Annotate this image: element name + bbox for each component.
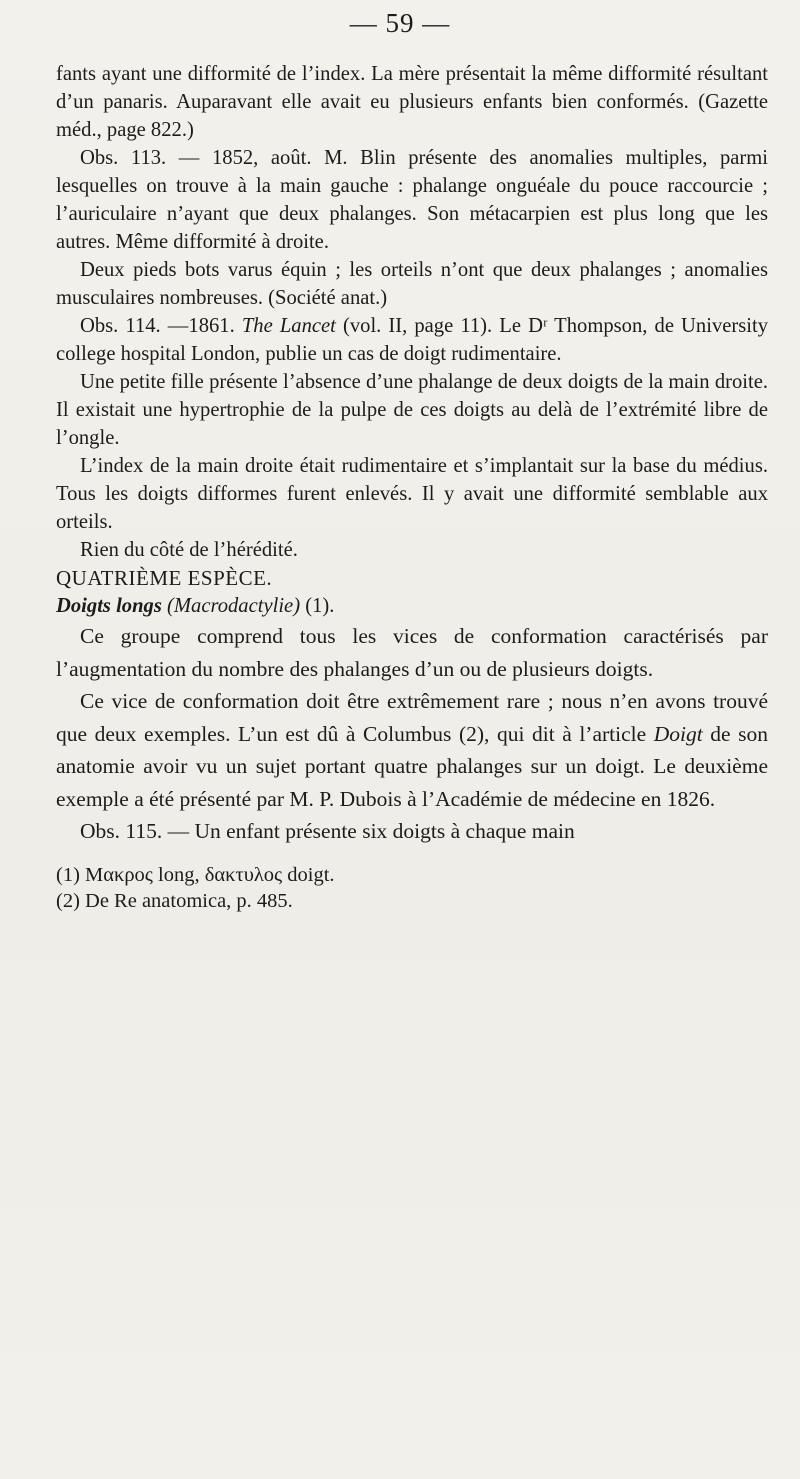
obs-114-journal: The Lancet <box>241 315 336 337</box>
paragraph-obs-114 <box>56 312 768 368</box>
vice-italic: Doigt <box>653 721 703 746</box>
paragraph-obs-115: Obs. 115. — Un enfant présente six doigts à chaque main <box>80 819 575 843</box>
subtitle-bold: Doigts longs <box>56 595 162 617</box>
paragraph-heredite: Rien du côté de l’hérédité. <box>80 539 298 561</box>
paragraph-vice-conformation <box>56 685 768 815</box>
paragraph-groupe: Ce groupe comprend tous les vices de conformation caractérisés par l’augmentation du nombre des phalanges d’un ou de plusieurs doigts. <box>56 624 768 681</box>
subtitle-italic: (Macrodactylie) <box>167 595 301 617</box>
obs-114-prefix: Obs. 114. —1861. <box>80 315 242 337</box>
obs-114-suffix: (vol. II, page 11). Le Dʳ Thompson, de University college hospital London, publie un cas de doigt rudimentaire. <box>56 315 768 365</box>
section-body <box>56 620 768 848</box>
section-subtitle <box>56 592 768 620</box>
paragraph-continuation: fants ayant une difformité de l’index. La mère présentait la même difformité résultant d’un panaris. Auparavant elle avait eu plusieurs enfants bien conformés. (Gazette méd., page 822.) <box>56 63 768 141</box>
footnote-1: (1) Μακρος long, δακτυλος doigt. <box>56 863 335 886</box>
vice-suffix: de son anatomie avoir vu un sujet portant quatre phalanges sur un doigt. Le deuxième exemple a été présenté par M. P. Dubois à l’Académie de médecine en 1826. <box>56 721 768 811</box>
page-body <box>56 60 768 914</box>
paragraph-pieds-bots: Deux pieds bots varus équin ; les orteils n’ont que deux phalanges ; anomalies musculaires nombreuses. (Société anat.) <box>56 259 768 309</box>
vice-prefix: Ce vice de conformation doit être extrêmement rare ; nous n’en avons trouvé que deux exemples. L’un est dû à Columbus (2), qui dit à l’article <box>56 689 768 746</box>
footnote-2: (2) De Re anatomica, p. 485. <box>56 889 293 912</box>
paragraph-index-main-droite: L’index de la main droite était rudimentaire et s’implantait sur la base du médius. Tous les doigts difformes furent enlevés. Il y avait une difformité semblable aux orteils. <box>56 455 768 533</box>
page-number: — 59 — <box>349 8 451 38</box>
paragraph-petite-fille: Une petite fille présente l’absence d’une phalange de deux doigts de la main droite. Il existait une hypertrophie de la pulpe de ces doigts au delà de l’extrémité libre de l’ongle. <box>56 371 768 449</box>
subtitle-footnote-ref: (1). <box>300 595 335 617</box>
paragraph-obs-113: Obs. 113. — 1852, août. M. Blin présente des anomalies multiples, parmi lesquelles on trouve à la main gauche : phalange onguéale du pouce raccourcie ; l’auriculaire n’ayant que deux phalanges. Son métacarpien est plus long que les autres. Même difformité à droite. <box>56 147 768 253</box>
footnotes <box>56 862 768 914</box>
section-title: QUATRIÈME ESPÈCE. <box>56 566 273 590</box>
